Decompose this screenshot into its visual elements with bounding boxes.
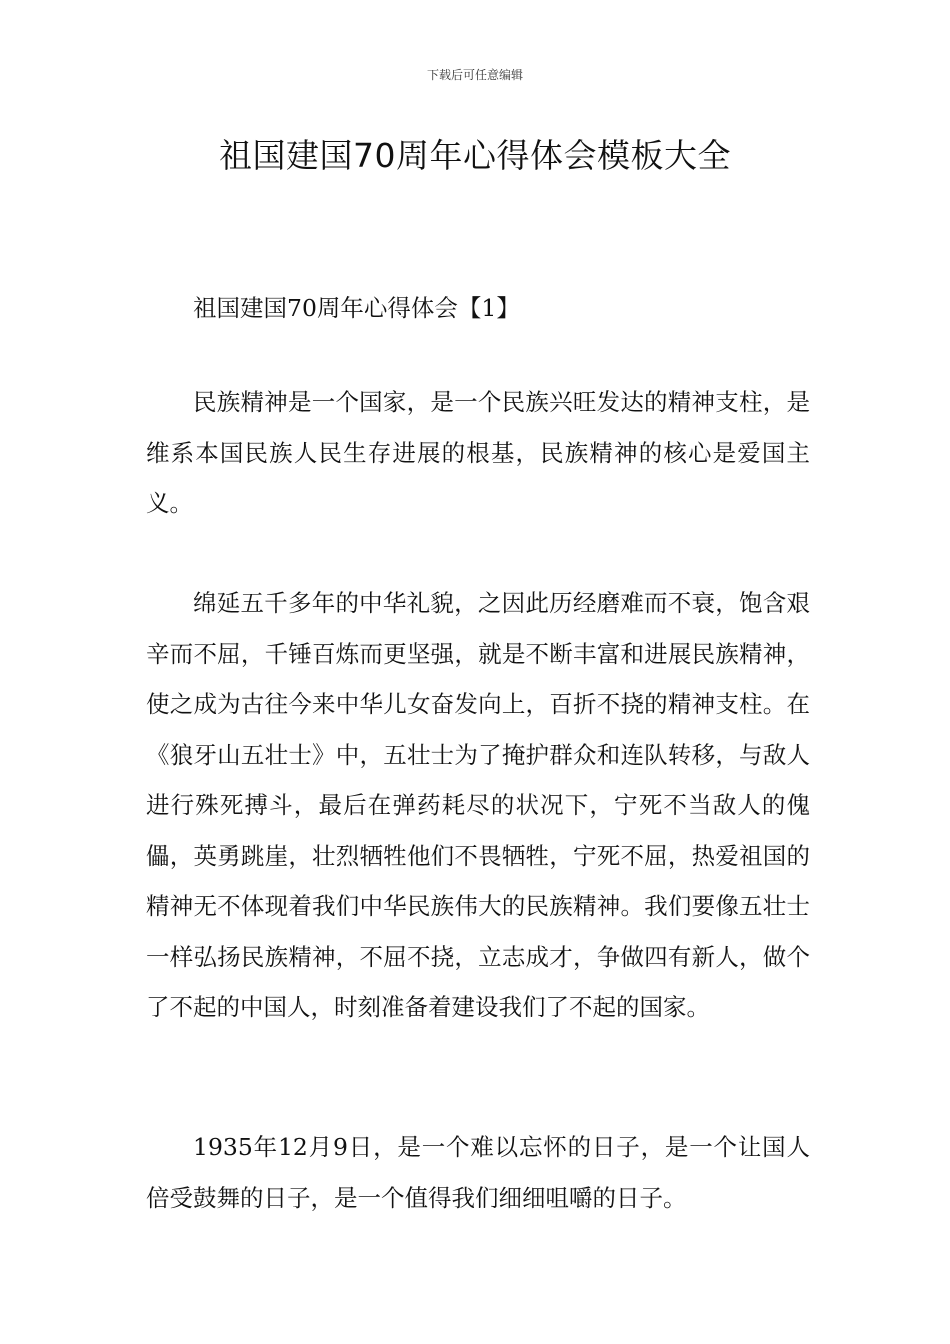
paragraph-2: 绵延五千多年的中华礼貌，之因此历经磨难而不衰，饱含艰辛而不屈，千锤百炼而更坚强，就是不断丰富和进展民族精神，使之成为古往今来中华儿女奋发向上，百折不挠的精神支柱。在《狼牙山五壮士》中，五壮士为了掩护群众和连队转移，与敌人进行殊死搏斗，最后在弹药耗尽的状况下，宁死不当敌人的傀儡，英勇跳崖，壮烈牺牲他们不畏牺牲，宁死不屈，热爱祖国的精神无不体现着我们中华民族伟大的民族精神。我们要像五壮士一样弘扬民族精神，不屈不挠，立志成才，争做四有新人，做个了不起的中国人，时刻准备着建设我们了不起的国家。: [146, 589, 810, 1021]
paragraph-1: 民族精神是一个国家，是一个民族兴旺发达的精神支柱，是维系本国民族人民生存进展的根基，民族精神的核心是爱国主义。: [146, 388, 810, 517]
paragraph-3: 1935年12月9日，是一个难以忘怀的日子，是一个让国人倍受鼓舞的日子，是一个值得我们细细咀嚼的日子。: [146, 1133, 810, 1212]
section-heading: 祖国建国70周年心得体会【1】: [193, 294, 520, 322]
header-note: 下载后可任意编辑: [426, 68, 523, 82]
document-title: 祖国建国70周年心得体会模板大全: [219, 136, 731, 175]
